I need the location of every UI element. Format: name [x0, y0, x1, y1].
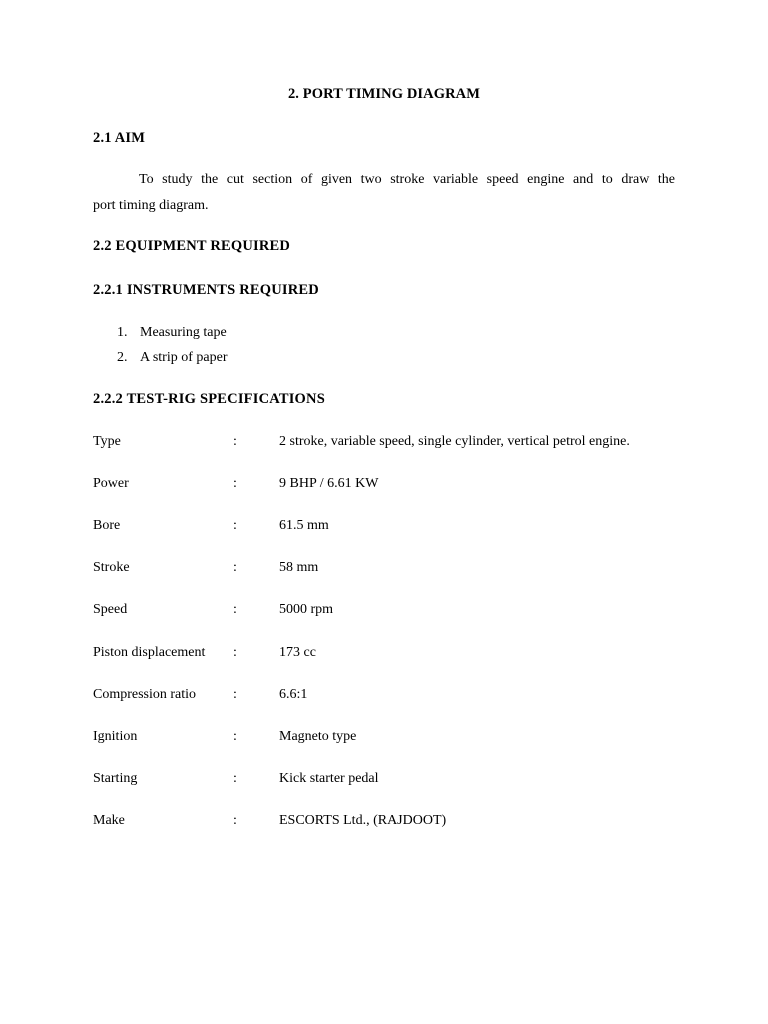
spec-colon: :: [233, 476, 237, 491]
spec-colon: :: [233, 687, 237, 702]
spec-value: 9 BHP / 6.61 KW: [279, 476, 379, 491]
spec-row-piston-displacement: [93, 643, 693, 663]
spec-label: Type: [93, 434, 121, 449]
spec-row-power: [93, 474, 693, 494]
spec-colon: :: [233, 602, 237, 617]
aim-paragraph-line-2: port timing diagram.: [93, 198, 209, 213]
spec-row-speed: [93, 600, 693, 620]
spec-colon: :: [233, 729, 237, 744]
spec-label: Compression ratio: [93, 687, 197, 702]
spec-label: Speed: [93, 602, 128, 617]
spec-row-compression-ratio: [93, 685, 693, 705]
specs-heading: 2.2.2 TEST-RIG SPECIFICATIONS: [93, 391, 325, 407]
spec-row-starting: [93, 769, 693, 789]
aim-paragraph: [93, 167, 675, 219]
list-item-text: Measuring tape: [140, 325, 227, 340]
spec-value: 5000 rpm: [279, 602, 334, 617]
spec-colon: :: [233, 518, 237, 533]
spec-value: Kick starter pedal: [279, 771, 379, 786]
list-item-number: 2.: [117, 350, 128, 365]
equipment-heading: 2.2 EQUIPMENT REQUIRED: [93, 238, 291, 254]
list-item-number: 1.: [117, 325, 128, 340]
spec-value: 61.5 mm: [279, 518, 329, 533]
spec-value: ESCORTS Ltd., (RAJDOOT): [279, 813, 447, 828]
spec-label: Bore: [93, 518, 121, 533]
spec-colon: :: [233, 645, 237, 660]
spec-value: 58 mm: [279, 560, 319, 575]
spec-label: Stroke: [93, 560, 130, 575]
spec-colon: :: [233, 813, 237, 828]
spec-label: Power: [93, 476, 129, 491]
aim-paragraph-line-1: To study the cut section of given two stroke variable speed engine and to draw the: [139, 172, 675, 187]
spec-value: Magneto type: [279, 729, 357, 744]
spec-label: Starting: [93, 771, 138, 786]
spec-row-make: [93, 811, 693, 831]
instruments-heading: 2.2.1 INSTRUMENTS REQUIRED: [93, 282, 319, 298]
spec-value: 173 cc: [279, 645, 316, 660]
spec-row-ignition: [93, 727, 693, 747]
spec-colon: :: [233, 434, 237, 449]
spec-row-stroke: [93, 558, 693, 578]
spec-row-type: [93, 432, 693, 452]
spec-label: Make: [93, 813, 125, 828]
spec-colon: :: [233, 560, 237, 575]
spec-label: Piston displacement: [93, 645, 206, 660]
spec-value: 6.6:1: [279, 687, 308, 702]
page-title: 2. PORT TIMING DIAGRAM: [287, 86, 481, 102]
list-item-text: A strip of paper: [140, 350, 228, 365]
spec-row-bore: [93, 516, 693, 536]
aim-heading: 2.1 AIM: [93, 130, 146, 146]
spec-colon: :: [233, 771, 237, 786]
spec-value: 2 stroke, variable speed, single cylinder, vertical petrol engine.: [279, 434, 630, 449]
spec-label: Ignition: [93, 729, 138, 744]
